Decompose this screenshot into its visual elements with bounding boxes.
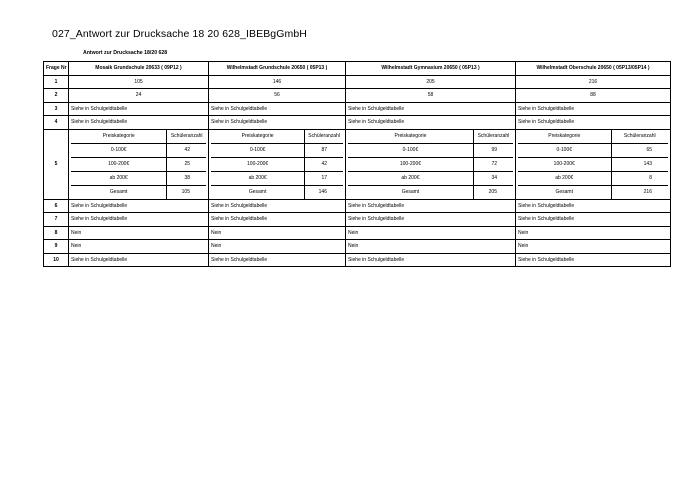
col-header-preiskategorie: Preiskategorie [71, 130, 167, 144]
question-number: 2 [44, 89, 69, 103]
answer-cell: Siehe in Schulgeldtabelle [69, 116, 209, 130]
table-row [44, 226, 671, 240]
student-count: 42 [305, 157, 343, 171]
header-school: Wilhelmstadt Grundschule 20650 ( 05P13 ) [209, 62, 346, 76]
answer-cell: 146 [209, 75, 346, 89]
answer-cell: Siehe in Schulgeldtabelle [516, 213, 671, 227]
price-breakdown-cell [69, 129, 209, 199]
question-number: 6 [44, 199, 69, 213]
header-school: Wilhelmstadt Oberschule 20650 ( 05P13/05P14 ) [516, 62, 671, 76]
header-school: Wilhelmstadt Gymnasium 20650 ( 05P13 ) [346, 62, 516, 76]
student-count: 42 [167, 143, 206, 157]
price-breakdown-cell [346, 129, 516, 199]
col-header-schueleranzahl: Schüleranzahl [611, 130, 668, 144]
table-row [44, 253, 671, 267]
answer-cell: Siehe in Schulgeldtabelle [69, 102, 209, 116]
answer-cell: Siehe in Schulgeldtabelle [69, 199, 209, 213]
col-header-preiskategorie: Preiskategorie [518, 130, 611, 144]
answer-cell: 216 [516, 75, 671, 89]
price-breakdown-table [211, 130, 343, 199]
answer-cell: Nein [516, 240, 671, 254]
price-category: ab 200€ [211, 171, 305, 185]
student-count: 205 [473, 185, 513, 199]
table-row [44, 199, 671, 213]
student-count: 8 [611, 171, 668, 185]
answer-cell: Nein [516, 226, 671, 240]
col-header-preiskategorie: Preiskategorie [348, 130, 473, 144]
price-breakdown-table [71, 130, 206, 199]
price-category: Gesamt [555, 189, 573, 195]
answer-cell: Siehe in Schulgeldtabelle [209, 199, 346, 213]
price-category: 0-100€ [348, 143, 473, 157]
answer-cell: Siehe in Schulgeldtabelle [516, 199, 671, 213]
table-subtitle: Antwort zur Drucksache 18/20 628 [83, 50, 168, 56]
answer-cell: Siehe in Schulgeldtabelle [346, 199, 516, 213]
price-category: Gesamt [401, 189, 420, 195]
student-count: 99 [473, 143, 513, 157]
answer-cell: 24 [69, 89, 209, 103]
question-number: 10 [44, 253, 69, 267]
header-frage-nr: Frage Nr [44, 62, 69, 76]
answer-cell: Nein [69, 226, 209, 240]
answer-cell: Nein [209, 240, 346, 254]
price-category: 0-100€ [518, 143, 611, 157]
price-category: Gesamt [109, 189, 128, 195]
question-number: 9 [44, 240, 69, 254]
col-header-preiskategorie: Preiskategorie [211, 130, 305, 144]
question-number: 8 [44, 226, 69, 240]
question-number: 7 [44, 213, 69, 227]
answer-cell: Nein [346, 240, 516, 254]
student-count: 38 [167, 171, 206, 185]
student-count: 146 [305, 185, 343, 199]
student-count: 34 [473, 171, 513, 185]
answer-cell: Siehe in Schulgeldtabelle [346, 253, 516, 267]
answer-cell: 105 [69, 75, 209, 89]
price-category: ab 200€ [71, 171, 167, 185]
table-row-q5 [44, 129, 671, 199]
table-row [44, 75, 671, 89]
student-count: 105 [167, 185, 206, 199]
price-category: 0-100€ [211, 143, 305, 157]
price-category: 100-200€ [518, 157, 611, 171]
price-category: ab 200€ [348, 171, 473, 185]
answer-cell: Siehe in Schulgeldtabelle [516, 116, 671, 130]
answer-cell: Siehe in Schulgeldtabelle [346, 213, 516, 227]
table-row [44, 240, 671, 254]
answer-cell: Siehe in Schulgeldtabelle [209, 213, 346, 227]
price-category: 100-200€ [211, 157, 305, 171]
answer-cell: Siehe in Schulgeldtabelle [69, 253, 209, 267]
header-row [44, 62, 671, 76]
answer-cell: Nein [209, 226, 346, 240]
table-row [44, 89, 671, 103]
price-category: 100-200€ [71, 157, 167, 171]
question-number: 4 [44, 116, 69, 130]
price-category: ab 200€ [518, 171, 611, 185]
price-category: 0-100€ [71, 143, 167, 157]
table-row [44, 213, 671, 227]
question-number: 1 [44, 75, 69, 89]
answer-cell: Siehe in Schulgeldtabelle [209, 116, 346, 130]
student-count: 72 [473, 157, 513, 171]
question-number: 3 [44, 102, 69, 116]
answer-cell: Siehe in Schulgeldtabelle [346, 102, 516, 116]
student-count: 17 [305, 171, 343, 185]
col-header-schueleranzahl: Schüleranzahl [167, 130, 206, 144]
answer-cell: Nein [346, 226, 516, 240]
answer-cell: Siehe in Schulgeldtabelle [209, 102, 346, 116]
price-category: Gesamt [248, 189, 267, 195]
table-row [44, 102, 671, 116]
student-count: 25 [167, 157, 206, 171]
answer-cell: Siehe in Schulgeldtabelle [346, 116, 516, 130]
answer-cell: Siehe in Schulgeldtabelle [516, 102, 671, 116]
question-number: 5 [44, 129, 69, 199]
document-title: 027_Antwort zur Drucksache 18 20 628_IBEBgGmbH [52, 28, 307, 40]
price-breakdown-table [518, 130, 668, 199]
student-count: 143 [611, 157, 668, 171]
price-breakdown-cell [516, 129, 671, 199]
col-header-schueleranzahl: Schüleranzahl [305, 130, 343, 144]
price-breakdown-table [348, 130, 513, 199]
answer-cell: 58 [346, 89, 516, 103]
answer-cell: Siehe in Schulgeldtabelle [69, 213, 209, 227]
answer-cell: Siehe in Schulgeldtabelle [516, 253, 671, 267]
table-row [44, 116, 671, 130]
student-count: 65 [611, 143, 668, 157]
student-count: 87 [305, 143, 343, 157]
col-header-schueleranzahl: Schüleranzahl [473, 130, 513, 144]
answer-table [43, 61, 671, 267]
header-school: Mosaik Grundschule 20633 ( 09P12 ) [69, 62, 209, 76]
price-breakdown-cell [209, 129, 346, 199]
answer-cell: 88 [516, 89, 671, 103]
answer-cell: 205 [346, 75, 516, 89]
price-category: 100-200€ [348, 157, 473, 171]
answer-cell: 56 [209, 89, 346, 103]
answer-cell: Nein [69, 240, 209, 254]
student-count: 216 [611, 185, 668, 199]
answer-cell: Siehe in Schulgeldtabelle [209, 253, 346, 267]
